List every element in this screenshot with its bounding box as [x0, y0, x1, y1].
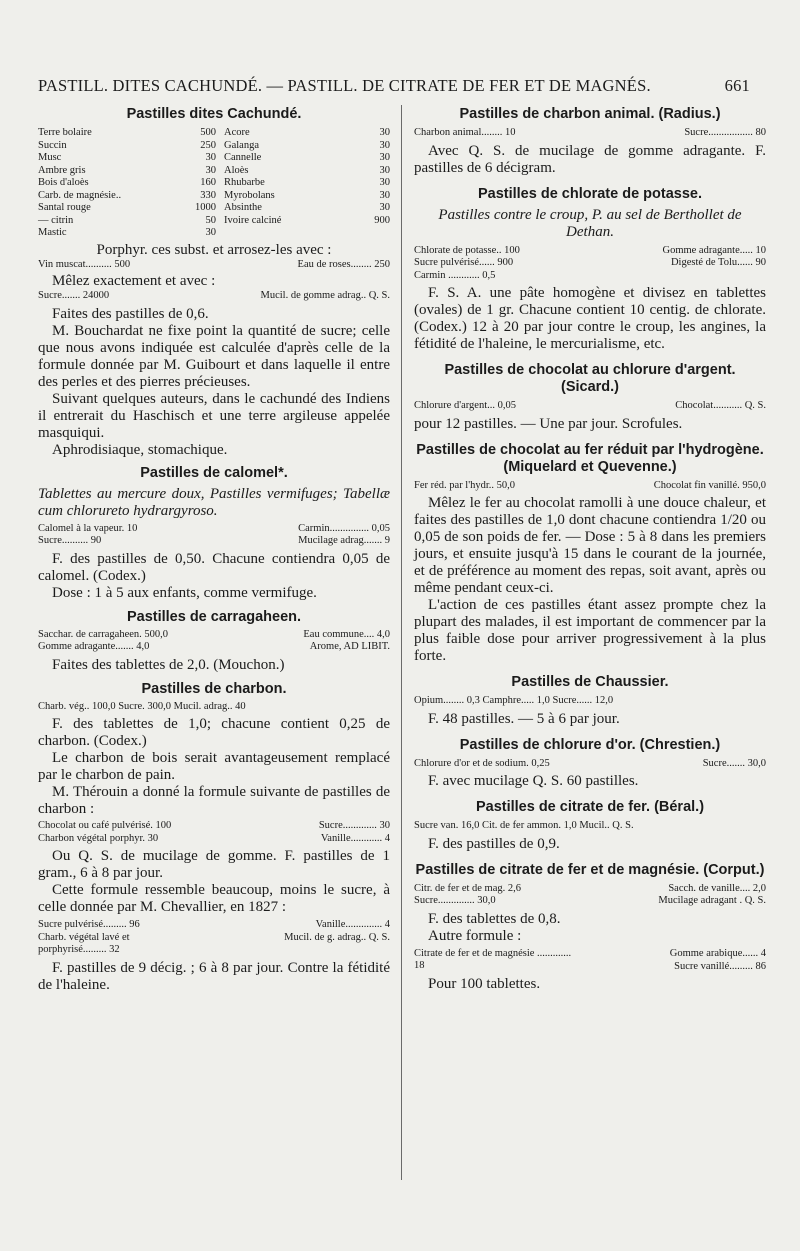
ingredient-name: — citrin [38, 214, 74, 226]
ingredient: Mucil. de g. adrag.. Q. S. [284, 931, 390, 943]
ingredient-row [414, 257, 766, 270]
paragraph: M. Bouchardat ne fixe point la quantité de sucre; celle que nous avons indiquée est calculée d'après celle de la formule donnée par M. Guibourt et dans laquelle il entre des perles et des pierres précieuses. [38, 322, 390, 390]
ingredient-quantity: 1000 [195, 202, 216, 213]
ingredient: Charbon animal........ 10 [414, 127, 516, 138]
ingredients-charbon [38, 820, 390, 845]
paragraph: Cette formule ressemble beaucoup, moins le sucre, à celle donnée par M. Chevallier, en 1827 : [38, 882, 390, 915]
running-head [38, 76, 760, 100]
ingredient-name: Ivoire calciné [224, 214, 282, 226]
paragraph: M. Thérouin a donné la formule suivante de pastilles de charbon : [38, 784, 390, 817]
ingredient-quantity: 500 [200, 127, 216, 138]
ingredients-chevallier [38, 919, 390, 957]
paragraph: Porphyr. ces subst. et arrosez-les avec : [96, 241, 332, 258]
synonyms: Tablettes au mercure doux, Pastilles vermifuges; Tabellæ cum chlorureto hydrargyroso. [38, 485, 390, 519]
ingredient: Sucre....... 30,0 [702, 757, 766, 769]
ingredient-row [224, 177, 390, 190]
ingredient-name: Mastic [38, 227, 67, 238]
ingredient: Sucre.......... 90 [38, 535, 102, 546]
ingredient-row [38, 177, 216, 190]
ingredients-corput [414, 883, 766, 908]
paragraph: pour 12 pastilles. — Une par jour. Scrofules. [414, 415, 683, 432]
paragraph: Aphrodisiaque, stomachique. [52, 441, 228, 458]
right-column [414, 104, 766, 993]
ingredient: Calomel à la vapeur. 10 [38, 522, 138, 534]
ingredient-name: Terre bolaire [38, 127, 92, 138]
section-title-charbon-animal: Pastilles de charbon animal. (Radius.) [459, 106, 721, 122]
ingredient: Eau de roses........ 250 [297, 258, 390, 270]
paragraph: Le charbon de bois serait avantageusement remplacé par le charbon de pain. [38, 750, 390, 783]
ingredients-column-a [38, 127, 216, 240]
ingredient-name: Succin [38, 139, 67, 151]
ingredient-quantity: 30 [379, 127, 390, 138]
ingredient: Digesté de Tolu...... 90 [670, 257, 766, 268]
section-title-charbon: Pastilles de charbon. [141, 680, 287, 697]
ingredient-name: Bois d'aloès [38, 177, 89, 188]
paragraph: F. des tablettes de 0,8. [428, 910, 561, 927]
ingredient-row: Charb. vég.. 100,0 Sucre. 300,0 Mucil. adrag.. 40 [38, 700, 246, 712]
ingredient-row [38, 215, 216, 228]
ingredient-quantity: 900 [374, 214, 390, 226]
section-title-chocolat-argent: Pastilles de chocolat au chlorure d'argent. (Sicard.) [444, 362, 736, 395]
ingredient-row [38, 259, 390, 272]
ingredient: Sucre vanillé......... 86 [674, 960, 766, 972]
ingredient-quantity: 30 [205, 152, 216, 163]
section-title-chaussier: Pastilles de Chaussier. [511, 674, 669, 690]
ingredient-quantity: 30 [379, 139, 390, 151]
ingredient-row [38, 202, 216, 215]
ingredient-row [38, 227, 216, 240]
ingredients-chlorate [414, 245, 766, 283]
ingredient: Sucre.............. 30,0 [414, 895, 496, 906]
ingredient-row [414, 400, 766, 413]
ingredient-row [224, 140, 390, 153]
ingredient: Citr. de fer et de mag. 2,6 [414, 882, 522, 894]
ingredient: Sucre pulvérisé...... 900 [414, 257, 514, 268]
ingredient: Mucilage adragant . Q. S. [658, 895, 766, 906]
ingredients-cachunde [38, 127, 390, 240]
section-title-citrate-fer-magnesie: Pastilles de citrate de fer et de magnésie. (Corput.) [415, 861, 765, 878]
ingredient-row [224, 165, 390, 178]
ingredient-row [414, 895, 766, 908]
ingredient-name: Myrobolans [224, 189, 275, 201]
ingredient: Mucilage adrag....... 9 [298, 535, 390, 546]
ingredient-row [224, 127, 390, 140]
ingredient: Eau commune.... 4,0 [303, 628, 390, 640]
column-divider [401, 105, 402, 1180]
section-title-calomel: Pastilles de calomel*. [140, 464, 288, 481]
ingredient-name: Ambre gris [38, 164, 86, 176]
paragraph: Autre formule : [428, 927, 522, 944]
ingredient-row [224, 215, 390, 228]
ingredient-quantity: 160 [200, 177, 216, 188]
ingredient-name: Galanga [224, 139, 259, 151]
ingredient-name: Acore [224, 127, 250, 138]
ingredient-quantity: 30 [205, 164, 216, 176]
ingredient-quantity: 30 [379, 164, 390, 176]
ingredient-quantity: 30 [379, 152, 390, 163]
paragraph: Dose : 1 à 5 aux enfants, comme vermifuge. [52, 584, 317, 601]
section-title-chocolat-fer: Pastilles de chocolat au fer réduit par l'hydrogène. (Miquelard et Quevenne.) [416, 441, 764, 475]
ingredient-name: Carb. de magnésie.. [38, 189, 122, 201]
ingredient-row [38, 820, 390, 833]
ingredient: Chlorate de potasse.. 100 [414, 244, 520, 256]
ingredient: Charb. végétal lavé et [38, 931, 130, 943]
ingredient-row [38, 535, 390, 548]
paragraph: Mêlez le fer au chocolat ramolli à une douce chaleur, et faites des pastilles de 1,0 dont chacune contiendra 1/20 ou 0,05 de son poids de fer. — Dose : 5 à 8 dans les premiers jours, et ensuite jusqu'à 15 dans le courant de la journée, et de préférence au moment des repas, soit avant, après ou même pendant ceux-ci. [414, 495, 766, 596]
subtitle: Pastilles contre le croup, P. au sel de Berthollet de Dethan. [438, 206, 742, 240]
ingredient: Mucil. de gomme adrag.. Q. S. [260, 290, 390, 301]
page-number: 661 [724, 76, 750, 95]
ingredient-quantity: 30 [205, 227, 216, 238]
ingredient: Vanille.............. 4 [315, 919, 390, 930]
ingredient: Gomme arabique...... 4 [669, 947, 766, 959]
ingredients-column-b [224, 127, 390, 240]
ingredient-name: Aloès [224, 164, 249, 176]
paragraph: Pour 100 tablettes. [428, 976, 541, 992]
ingredient: Sucre............. 30 [318, 820, 390, 831]
ingredient-row [38, 190, 216, 203]
paragraph: L'action de ces pastilles étant assez prompte chez la plupart des malades, il est important de commencer par la plus faible dose pour arriver progressivement à la plus forte. [414, 597, 766, 664]
ingredient: Chlorure d'or et de sodium. 0,25 [414, 757, 550, 769]
ingredient: Charbon végétal porphyr. 30 [38, 832, 159, 844]
paragraph: Ou Q. S. de mucilage de gomme. F. pastilles de 1 gram., 6 à 8 par jour. [38, 848, 390, 881]
ingredient: Carmin............... 0,05 [298, 522, 390, 534]
ingredient-quantity: 50 [205, 214, 216, 226]
ingredient-row [414, 758, 766, 771]
ingredient: Sacchar. de carragaheen. 500,0 [38, 628, 169, 640]
ingredient-row [38, 152, 216, 165]
ingredient: Vin muscat.......... 500 [38, 258, 131, 270]
ingredient-name: Rhubarbe [224, 177, 265, 188]
ingredient-quantity: 30 [379, 177, 390, 188]
paragraph: Faites des pastilles de 0,6. [52, 305, 209, 322]
ingredient-quantity: 250 [200, 139, 216, 151]
ingredient-row: Opium........ 0,3 Camphre..... 1,0 Sucre...... 12,0 [414, 695, 614, 706]
ingredient: Gomme adragante..... 10 [662, 244, 766, 256]
ingredients-carragaheen [38, 629, 390, 654]
paragraph: Suivant quelques auteurs, dans le cachundé des Indiens il entrerait du Haschisch et une terre argileuse appelée masquiqui. [38, 390, 390, 441]
ingredient: Chocolat ou café pulvérisé. 100 [38, 820, 172, 831]
section-title-carragaheen: Pastilles de carragaheen. [126, 608, 302, 625]
ingredient: Sacch. de vanille.... 2,0 [668, 882, 766, 894]
section-title-citrate-fer: Pastilles de citrate de fer. (Béral.) [475, 799, 705, 815]
paragraph: Faites des tablettes de 2,0. (Mouchon.) [52, 656, 285, 673]
ingredient-row [38, 165, 216, 178]
ingredient: Citrate de fer et de magnésie ............. 18 [414, 947, 572, 971]
ingredient-row [38, 523, 390, 536]
ingredient-row [38, 290, 390, 303]
paragraph: F. 48 pastilles. — 5 à 6 par jour. [428, 710, 620, 727]
ingredient-row [38, 944, 390, 957]
ingredient: Vanille............ 4 [320, 832, 390, 844]
section-title-chlorure-or: Pastilles de chlorure d'or. (Chrestien.) [459, 736, 721, 753]
ingredient: Carmin ............ 0,5 [414, 269, 496, 281]
ingredient: Chocolat fin vanillé. 950,0 [653, 479, 766, 491]
ingredient-row [414, 883, 766, 896]
paragraph: F. avec mucilage Q. S. 60 pastilles. [428, 773, 639, 789]
ingredient-quantity: 330 [200, 189, 216, 201]
ingredient-row [38, 140, 216, 153]
ingredient-row [224, 152, 390, 165]
section-title-chlorate: Pastilles de chlorate de potasse. [477, 185, 703, 202]
paragraph: F. des tablettes de 1,0; chacune contient 0,25 de charbon. (Codex.) [38, 716, 390, 749]
ingredient-name: Musc [38, 152, 62, 163]
ingredient-name: Santal rouge [38, 202, 91, 213]
left-column [38, 104, 390, 994]
ingredient-row: Sucre van. 16,0 Cit. de fer ammon. 1,0 Mucil.. Q. S. [414, 820, 634, 831]
ingredient-row [224, 202, 390, 215]
ingredient: Sucre................. 80 [684, 127, 766, 138]
paragraph: F. des pastilles de 0,9. [428, 835, 560, 852]
ingredient-row [38, 641, 390, 654]
ingredient: porphyrisé......... 32 [38, 944, 120, 955]
paragraph: F. des pastilles de 0,50. Chacune contiendra 0,05 de calomel. (Codex.) [38, 550, 390, 584]
ingredient-row [414, 127, 766, 140]
ingredient-name: Absinthe [224, 202, 262, 213]
ingredient-row [38, 932, 390, 945]
paragraph: Mêlez exactement et avec : [52, 273, 216, 289]
ingredient: Fer réd. par l'hydr.. 50,0 [414, 479, 516, 491]
paragraph: F. pastilles de 9 décig. ; 6 à 8 par jour. Contre la fétidité de l'haleine. [38, 959, 390, 993]
ingredients-autre-formule [414, 948, 766, 974]
ingredient: Chlorure d'argent... 0,05 [414, 400, 517, 411]
ingredient: Chocolat........... Q. S. [675, 400, 766, 411]
ingredient-quantity: 30 [379, 189, 390, 201]
ingredient: Sucre pulvérisé......... 96 [38, 919, 140, 930]
paragraph: Avec Q. S. de mucilage de gomme adragante. F. pastilles de 6 décigram. [414, 142, 766, 176]
ingredient-name: Cannelle [224, 152, 262, 163]
ingredient-row [414, 480, 766, 493]
paragraph: F. S. A. une pâte homogène et divisez en tablettes (ovales) de 1 gr. Chacune contient 10 centig. de chlorate. (Codex.) 12 à 20 par jour contre le croup, les angines, la fétidité de l'haleine, le mercurialisme, etc. [414, 285, 766, 352]
ingredient-row [38, 629, 390, 642]
ingredient: Gomme adragante....... 4,0 [38, 641, 150, 652]
section-title-cachunde: Pastilles dites Cachundé. [126, 106, 302, 122]
ingredient-quantity: 30 [379, 202, 390, 213]
ingredient-row [414, 270, 766, 283]
ingredient-row [414, 245, 766, 258]
ingredient-row [38, 127, 216, 140]
ingredient-row [38, 833, 390, 846]
ingredient: Sucre....... 24000 [38, 290, 110, 301]
running-head-title: PASTILL. DITES CACHUNDÉ. — PASTILL. DE CITRATE DE FER ET DE MAGNÉS. [38, 76, 651, 95]
ingredient-row [224, 190, 390, 203]
ingredient: Arome, AD LIBIT. [309, 641, 390, 652]
ingredients-calomel [38, 523, 390, 548]
ingredient-row [38, 919, 390, 932]
